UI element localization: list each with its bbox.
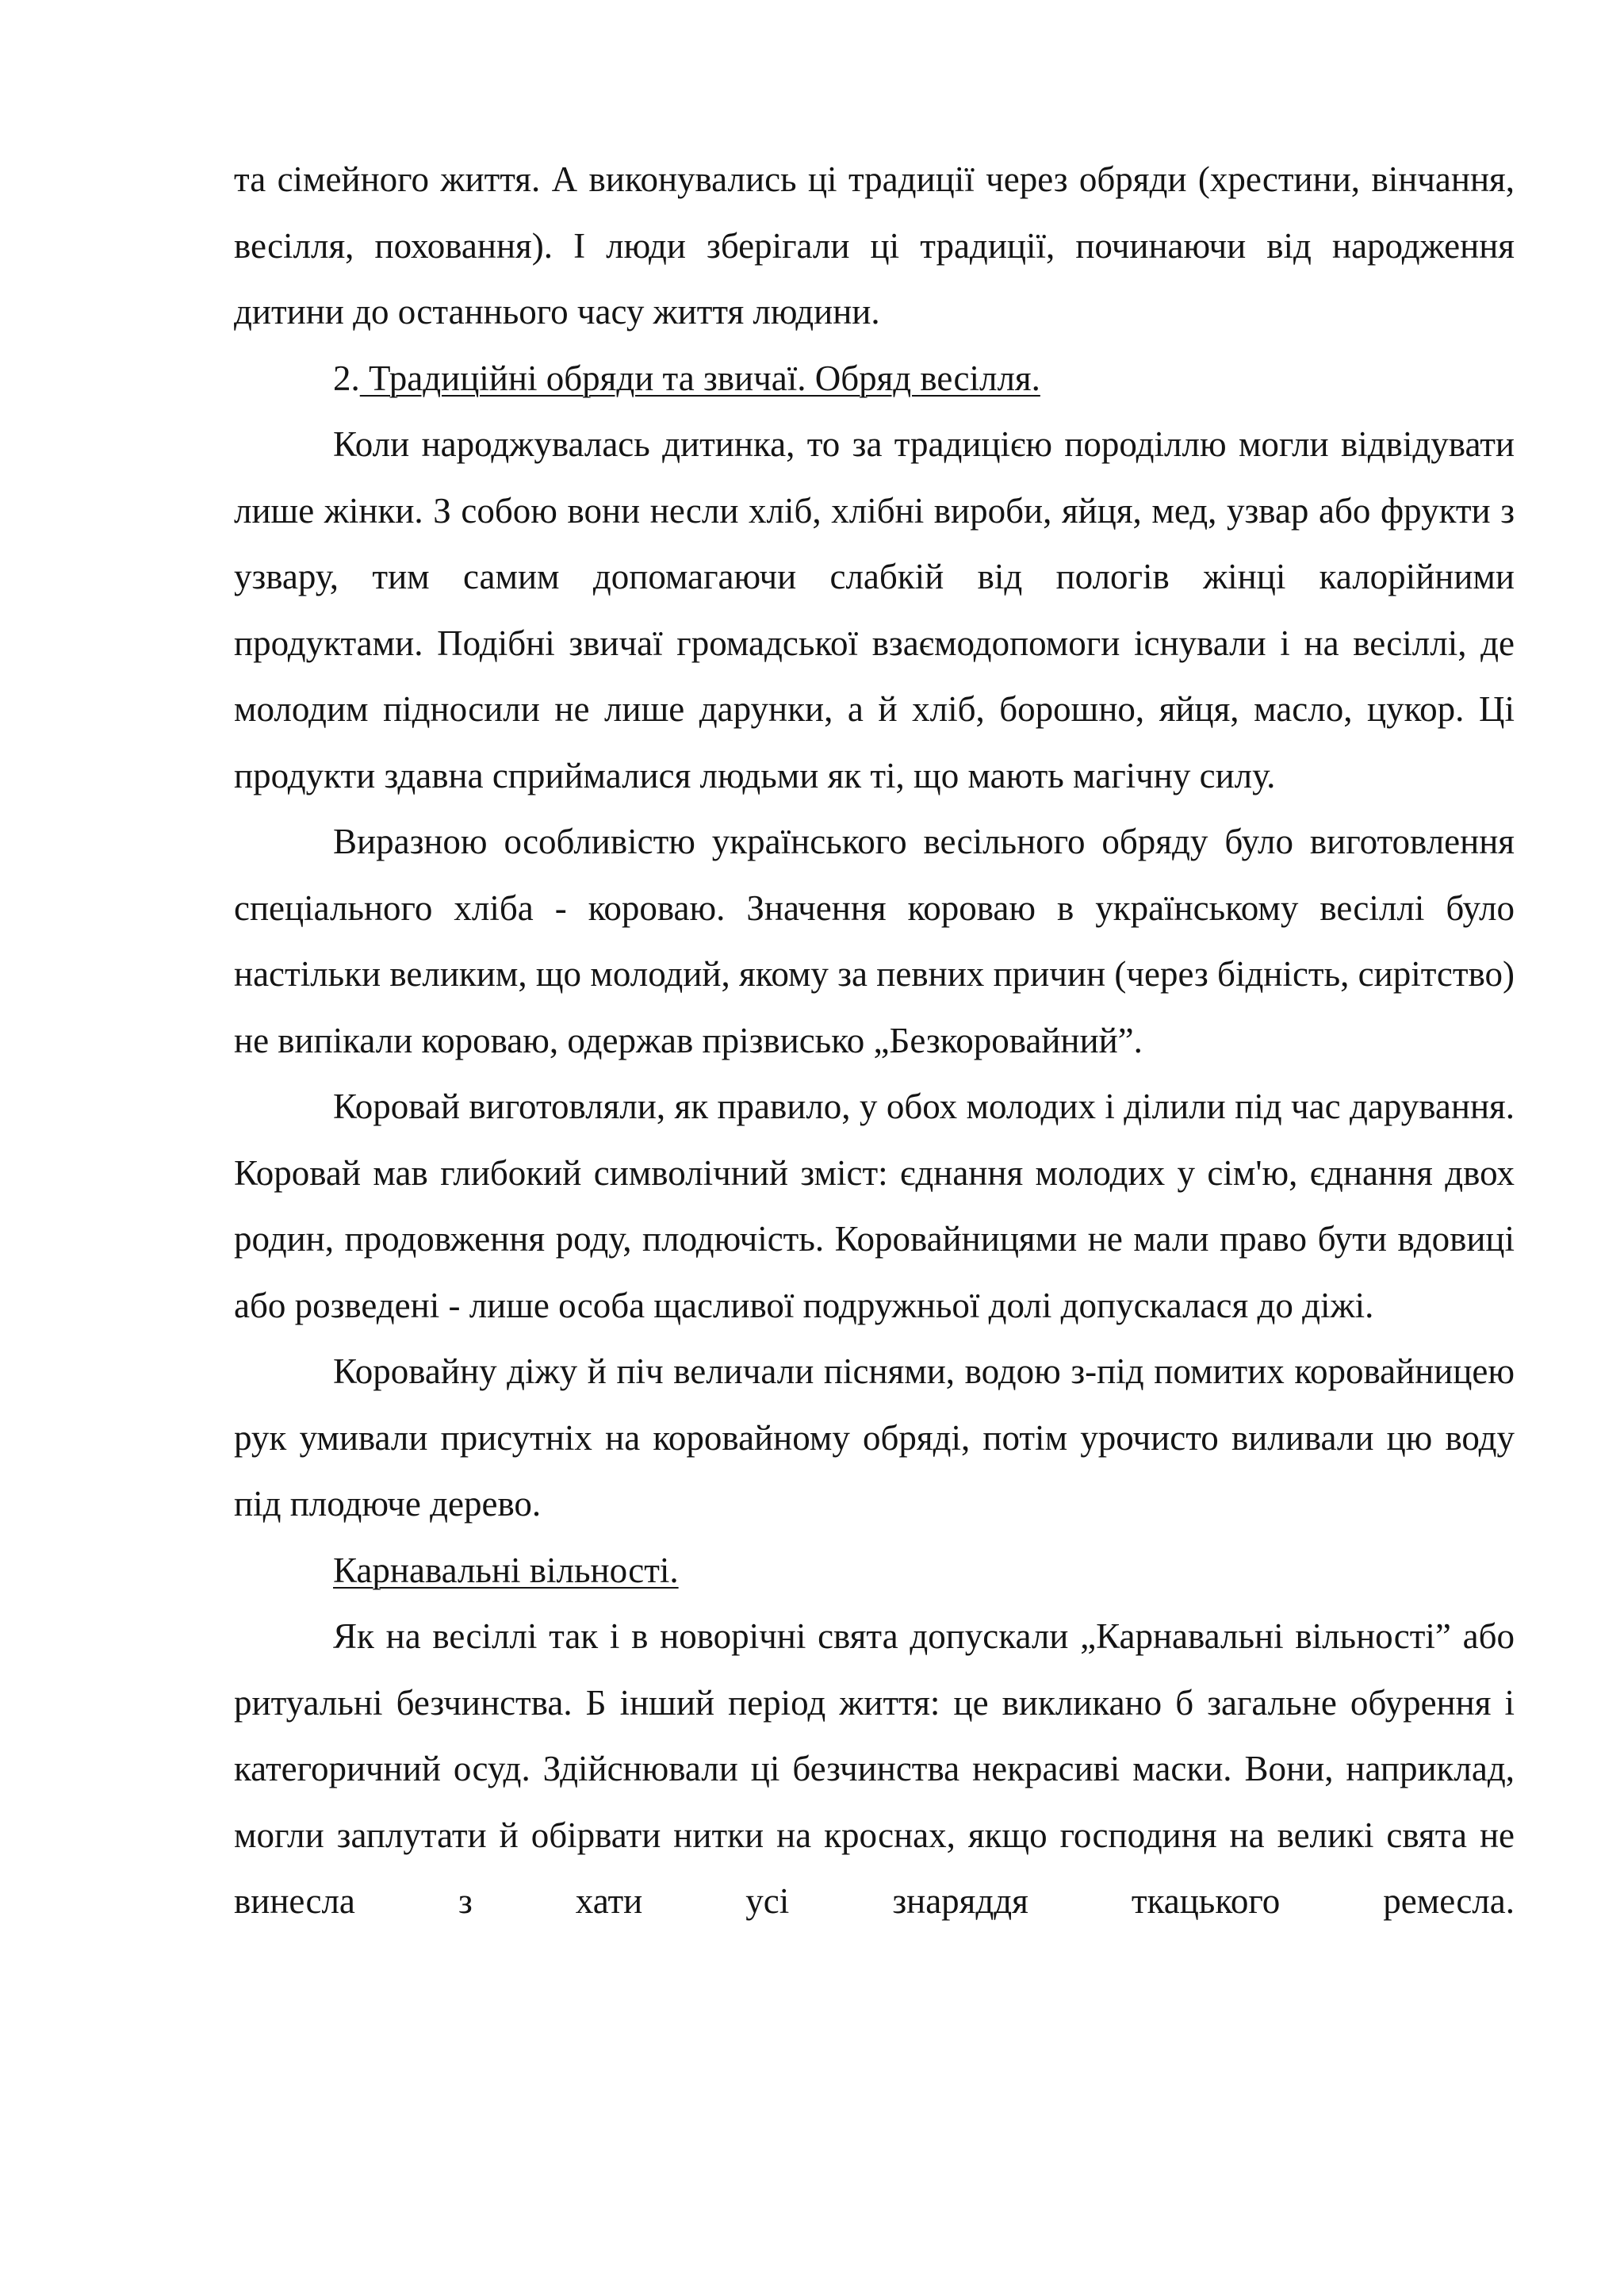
paragraph-korovai-symbolism: Коровай виготовляли, як правило, у обох молодих і ділили під час дарування. Коровай мав глибокий символічний зміст: єднання молодих у сім'ю, єднання двох родин, продовження роду, плодючість. Коровайницями не мали право бути вдовиці або розведені - лише особа щасливої подружньої долі допускалася до діжі. [234,1087,1515,1325]
paragraph-korovai-ritual: Коровайну діжу й піч величали піснями, водою з-під помитих коровайницею рук умивали присутніх на коровайному обряді, потім урочисто виливали цю воду під плодюче дерево. [234,1351,1515,1524]
section-number: 2. [333,358,360,398]
paragraph-korovai-feature: Виразною особливістю українського весільного обряду було виготовлення спеціального хліба - короваю. Значення короваю в українському весіллі було настільки великим, що молодий, якому за певних причин (через бідність, сирітство) не випікали короваю, одержав прізвисько „Безкоровайний”. [234,822,1515,1060]
paragraph-carnival-liberties: Як на весіллі так і в новорічні свята допускали „Карнавальні вільності” або ритуальні безчинства. Б інший період життя: це викликано б загальне обурення і категоричний осуд. Здійснювали ці безчинства некрасиві маски. Вони, наприклад, могли заплутати й обірвати нитки на кроснах, якщо господиня на великі свята не винесла з хати усі знаряддя ткацького ремесла. [234,1616,1515,1921]
paragraph-childbirth: Коли народжувалась дитинка, то за традицією породіллю могли відвідувати лише жінки. З собою вони несли хліб, хлібні вироби, яйця, мед, узвар або фрукти з узвару, тим самим допомагаючи слабкій від пологів жінці калорійними продуктами. Подібні звичаї громадської взаємодопомоги існували і на весіллі, де молодим підносили не лише дарунки, а й хліб, борошно, яйця, масло, цукор. Ці продукти здавна сприймалися людьми як ті, що мають магічну силу. [234,424,1515,795]
section-heading-traditions [234,346,1515,412]
document-page [234,147,1515,1935]
section-heading-carnival [234,1538,1515,1604]
section-title-carnival: Карнавальні вільності. [333,1550,679,1590]
section-title: Традиційні обряди та звичаї. Обряд весілля. [359,358,1040,398]
paragraph-continuation: та сімейного життя. А виконувались ці традиції через обряди (хрестини, вінчання, весілля, поховання). І люди зберігали ці традиції, починаючи від народження дитини до останнього часу життя людини. [234,159,1515,332]
